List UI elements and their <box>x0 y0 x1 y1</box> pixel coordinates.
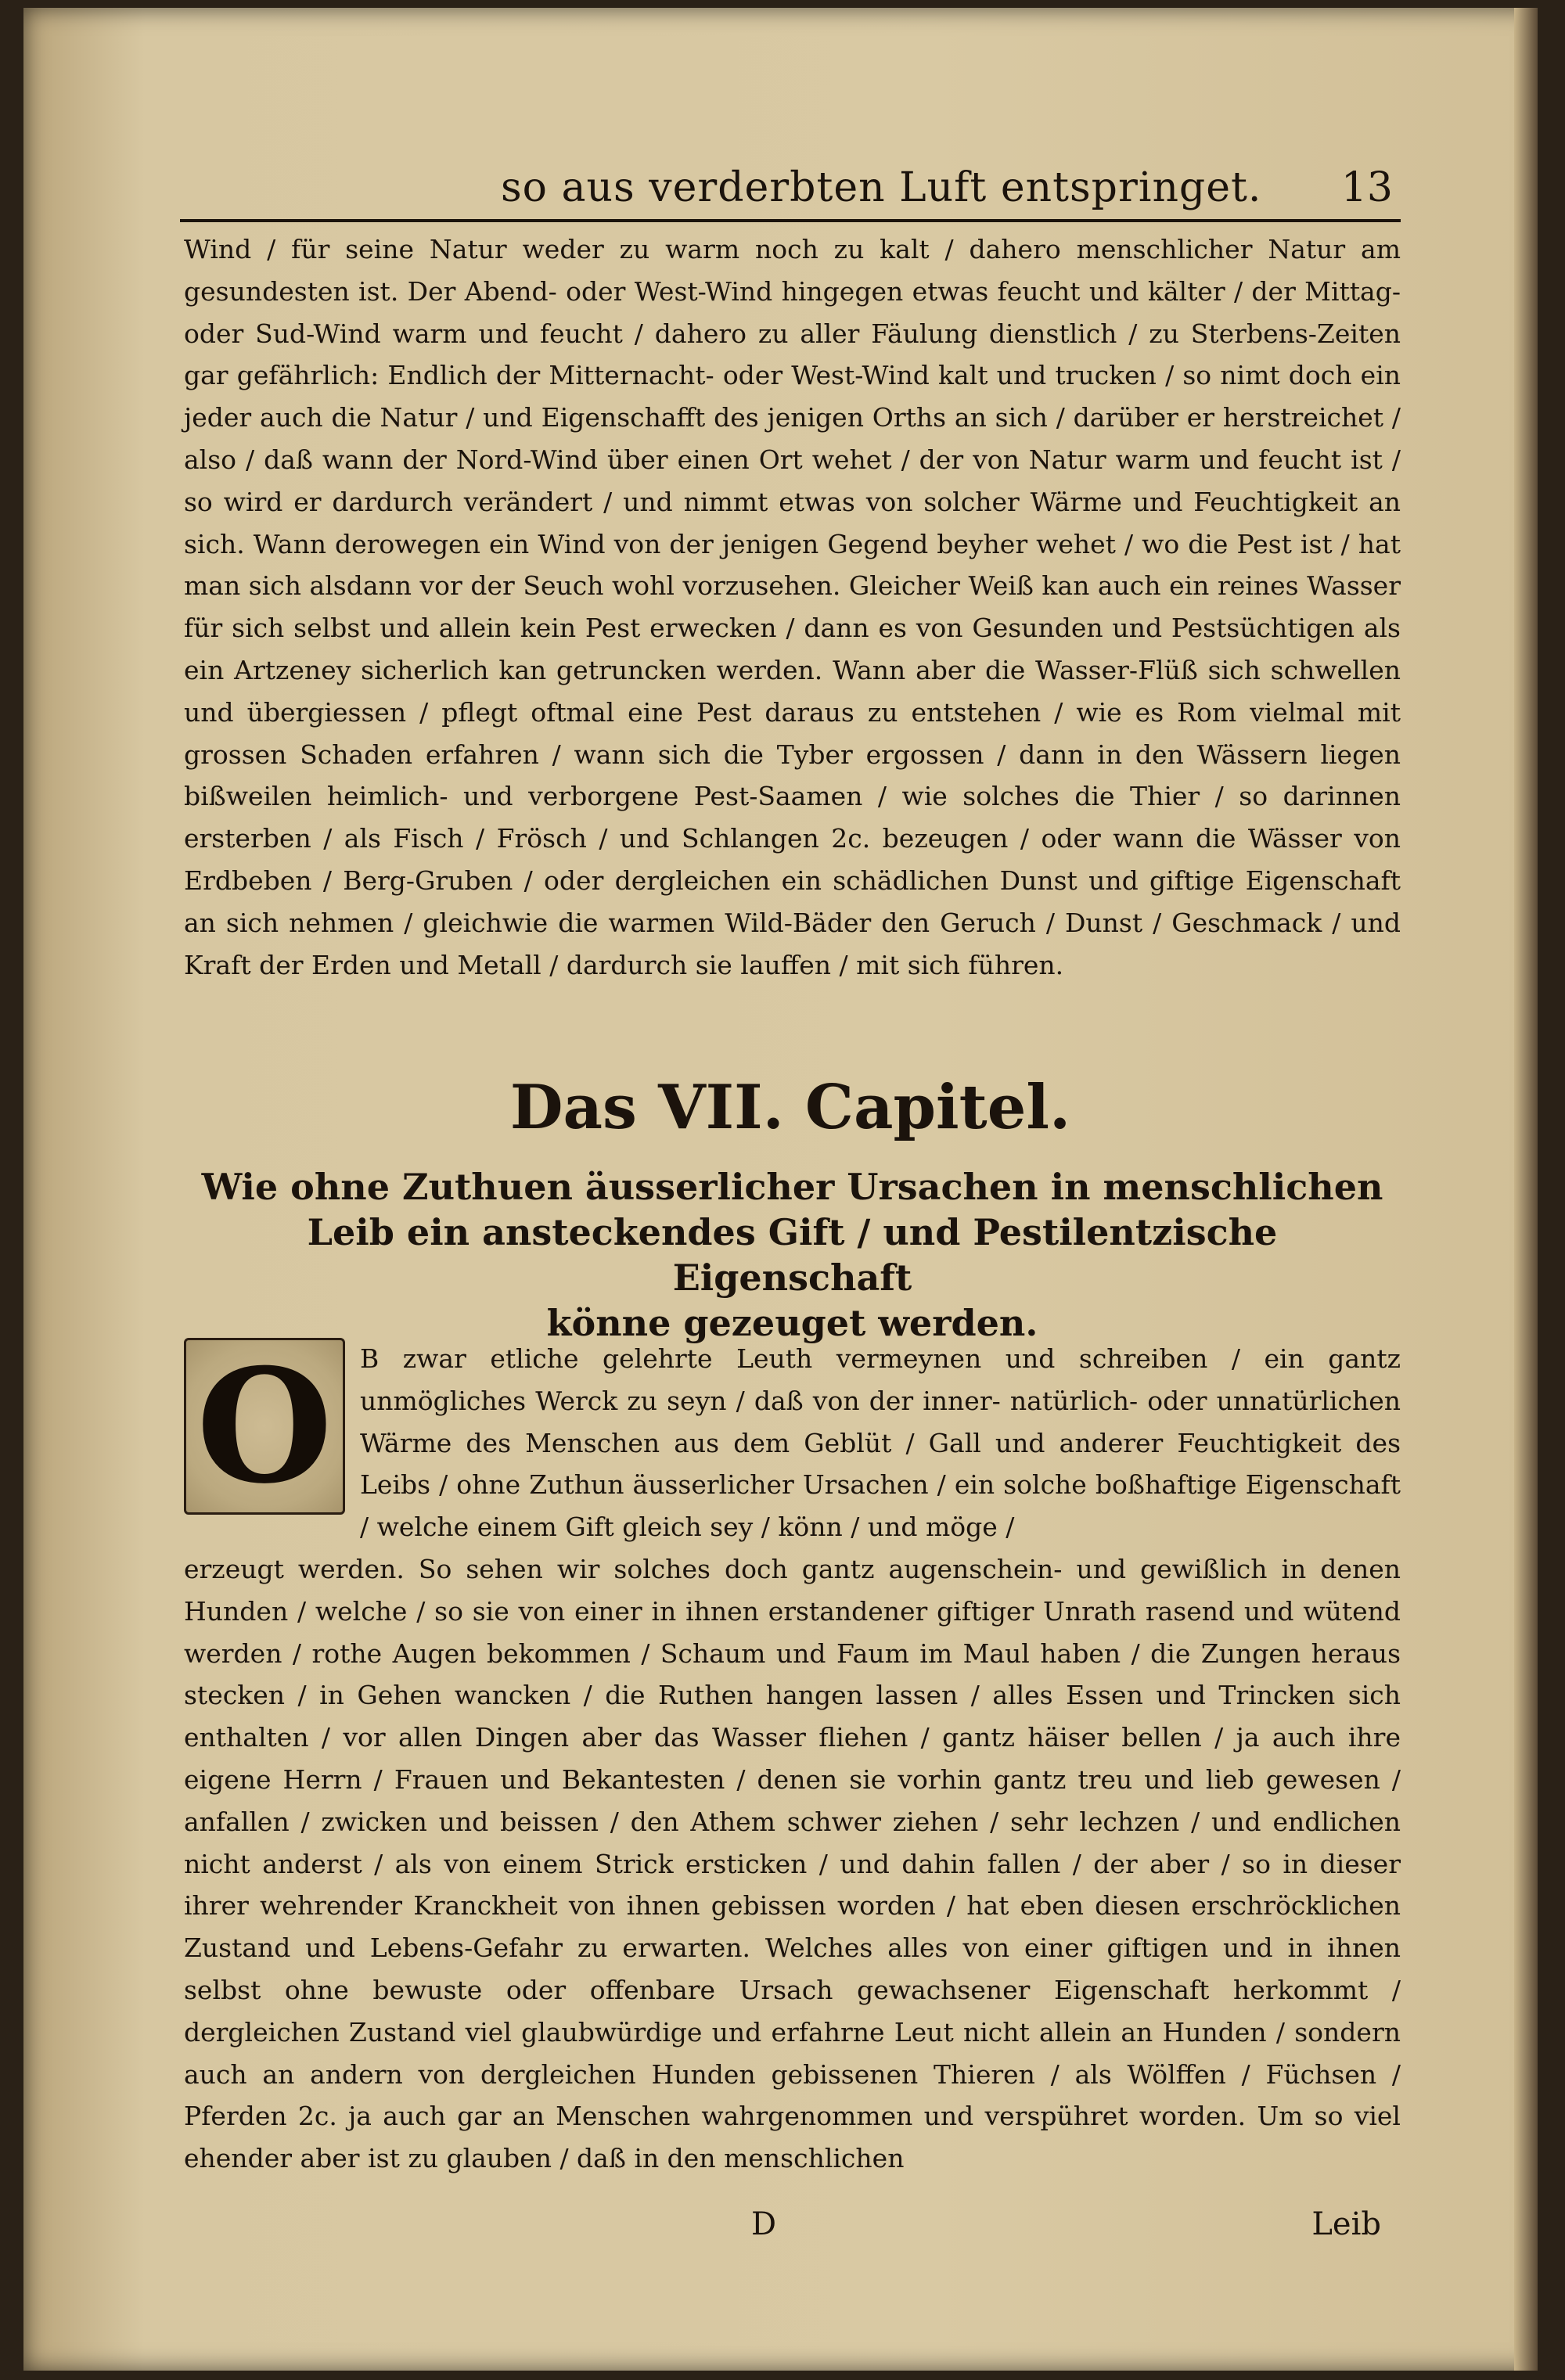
running-title: so aus verderbten Luft entspringet. <box>501 164 1262 211</box>
chapter-heading: Das VII. Capitel. <box>509 1072 1071 1143</box>
decorated-initial <box>184 1334 348 1519</box>
paragraph-1: Wind / für seine Natur weder zu warm noch zu kalt / dahero menschlicher Natur am gesundesten ist. Der Abend- oder West-Wind hingegen etwas feucht und kälter / der Mittag- oder Sud-Wind warm und feucht / dahero zu aller Fäulung dienstlich / zu Sterbens-Zeiten gar gefährlich: Endlich der Mitternacht- oder West-Wind kalt und trucken / so nimt doch ein jeder auch die Natur / und Eigenschafft des jenigen Orths an sich / darüber er herstreichet / also / daß wann der Nord-Wind über einen Ort wehet / der von Natur warm und feucht ist / so wird er dardurch verändert / und nimmt etwas von solcher Wärme und Feuchtigkeit an sich. Wann derowegen ein Wind von der jenigen Gegend beyher wehet / wo die Pest ist / hat man sich alsdann vor der Seuch wohl vorzusehen. Gleicher Weiß kan auch ein reines Wasser für sich selbst und allein kein Pest erwecken / dann es von Gesunden und Pestsüchtigen als ein Artzeney sicherlich kan getruncken werden. Wann aber die Wasser-Flüß sich schwellen und übergiessen / pflegt oftmal eine Pest daraus zu entstehen / wie es Rom vielmal mit grossen Schaden erfahren / wann sich die Tyber ergossen / dann in den Wässern liegen bißweilen heimlich- und verborgene Pest-Saamen / wie solches die Thier / so darinnen ersterben / als Fisch / Frösch / und Schlangen 2c. bezeugen / oder wann die Wässer von Erdbeben / Berg-Gruben / oder dergleichen ein schädlichen Dunst und giftige Eigenschaft an sich nehmen / gleichwie die warmen Wild-Bäder den Geruch / Dunst / Geschmack / und Kraft der Erden und Metall / dardurch sie lauffen / mit sich führen. <box>184 234 1401 980</box>
running-head <box>180 156 1401 222</box>
chapter-subheading: Wie ohne Zuthuen äusserlicher Ursachen in menschlichen Leib ein ansteckendes Gift / und Pestilentzische Eigenschaft könne gezeuget werden. <box>201 1166 1383 1344</box>
page-number: 13 <box>1340 164 1393 211</box>
catchword: Leib <box>1311 2206 1381 2242</box>
book-page <box>23 8 1538 2371</box>
signature-mark: D <box>751 2206 777 2242</box>
paragraph-2-body: erzeugt werden. So sehen wir solches doch gantz augenschein- und gewißlich in denen Hunden / welche / so sie von einer in ihnen erstandener giftiger Unrath rasend und wütend werden / rothe Augen bekommen / Schaum und Faum im Maul haben / die Zungen heraus stecken / in Gehen wancken / die Ruthen hangen lassen / alles Essen und Trincken sich enthalten / vor allen Dingen aber das Wasser fliehen / gantz häiser bellen / ja auch ihre eigene Herrn / Frauen und Bekantesten / denen sie vorhin gantz treu und lieb gewesen / anfallen / zwicken und beissen / den Athem schwer ziehen / sehr lechzen / und endlichen nicht anderst / als von einem Strick ersticken / und dahin fallen / der aber / so in dieser ihrer wehrender Kranckheit von ihnen gebissen worden / hat eben diesen erschröcklichen Zustand und Lebens-Gefahr zu erwarten. Welches alles von einer giftigen und in ihnen selbst ohne bewuste oder offenbare Ursach gewachsener Eigenschaft herkommt / dergleichen Zustand viel glaubwürdige und erfahrne Leut nicht allein an Hunden / sondern auch an andern von dergleichen Hunden gebissenen Thieren / als Wölffen / Füchsen / Pferden 2c. ja auch gar an Menschen wahrgenommen und verspühret worden. Um so viel ehender aber ist zu glauben / daß in den menschlichen <box>184 1554 1401 2174</box>
drop-cap-initial: O <box>184 1338 345 1515</box>
paragraph-2-opening: B zwar etliche gelehrte Leuth vermeynen und schreiben / ein gantz unmögliches Werck zu seyn / daß von der inner- natürlich- oder unnatürlichen Wärme des Menschen aus dem Geblüt / Gall und anderer Feuchtigkeit des Leibs / ohne Zuthun äusserlicher Ursachen / ein solche boßhaftige Eigenschaft / welche einem Gift gleich sey / könn / und möge / <box>360 1343 1401 1543</box>
page-edge-shadow <box>1514 8 1538 2371</box>
